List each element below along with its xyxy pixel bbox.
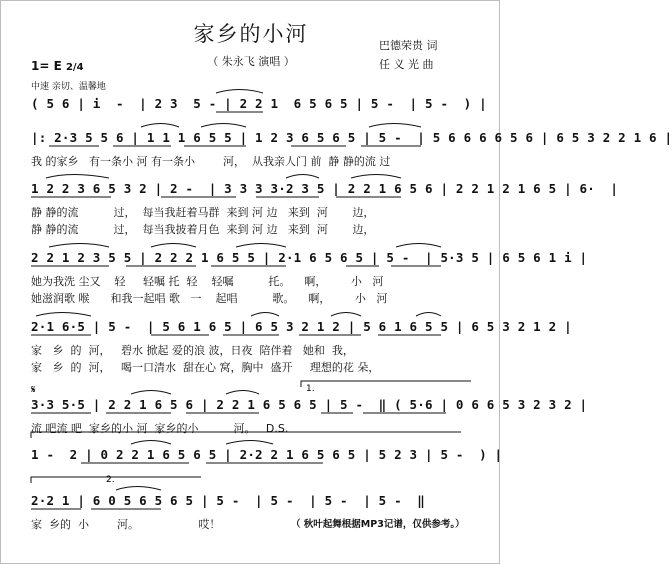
notation-line-8: 2·2 1 | 6 0 5 6 5 6 5 | 5 - | 5 - | 5 - | 5 - ‖ [31, 493, 426, 508]
notation-line-7: 1 - 2 | 0 2 2 1 6 5 6 5 | 2·2 2 1 6 5 6 5 | 5 2 3 | 5 - ) | [31, 447, 503, 462]
lyric-line-6: 流 吧流 吧 家乡的小 河 家乡的小 河。 D.S. [31, 422, 289, 435]
lyric-line-4a: 她为我洗 尘又 轻 轻嘱 托 轻 轻嘱 托。 啊， 小 河 [31, 275, 384, 288]
lyric-line-5a: 家 乡 的 河， 碧水 掀起 爱的浪 波，日夜 陪伴着 她和 我， [31, 344, 354, 357]
lyric-line-2: 我 的家乡 有一条小 河 有一条小 河， 从我亲人门 前 静 静的流 过 [31, 155, 391, 168]
lyric-line-5b: 家 乡 的 河， 喝一口清水 甜在心 窝，胸中 盛开 理想的花 朵， [31, 361, 380, 374]
time-signature: 2/4 [65, 62, 84, 73]
tempo-marking: 中速 亲切、温馨地 [31, 82, 106, 92]
notation-line-6: 3·3 5·5 | 2 2 1 6 5 6 | 2 2 1 6 5 6 5 | 5 - ‖ ( 5·6 | 0 6 6 5 3 2 3 2 | [31, 397, 588, 412]
notation-line-2: |: 2·3 5 5 6 | 1 1 1 6 5 5 | 1 2 3 6 5 6 5 | 5 - | 5 6 6 6 6 5 6 | 6 5 3 2 2 1 6 | [31, 130, 672, 145]
lyric-line-3a: 静 静的流 过， 每当我赶着马群 来到 河 边 来到 河 边， [31, 206, 375, 219]
notation-decorations [1, 1, 501, 565]
key-label: 1= E [31, 59, 62, 73]
notation-line-5: 2·1 6·5 | 5 - | 5 6 1 6 5 | 6 5 3 2 1 2 | 5 6 1 6 5 5 | 6 5 3 2 1 2 | [31, 319, 572, 334]
lyricist-credit: 巴德荣贵 词 [379, 39, 438, 52]
composer-credit: 任 义 光 曲 [379, 58, 434, 71]
performer-line: （ 朱永飞 演唱 ） [207, 55, 295, 68]
song-title: 家乡的小河 [193, 22, 309, 46]
lyric-line-3b: 静 静的流 过， 每当我披着月色 来到 河 边 来到 河 边， [31, 223, 375, 236]
footnote: （ 秋叶起舞根据MP3记谱，仅供参考。） [291, 519, 465, 530]
volta-label-2: 2. [106, 475, 115, 485]
notation-line-1: ( 5 6 | i - | 2 3 5 - | 2 2 1 6 5 6 5 | 5 - | 5 - ) | [31, 96, 487, 111]
notation-line-4: 2 2 1 2 3 5 5 | 2 2 2 1 6 5 5 | 2·1 6 5 6 5 | 5 - | 5·3 5 | 6 5 6 1 i | [31, 250, 588, 265]
lyric-line-8: 家 乡的 小 河。 哎！ [31, 518, 221, 531]
segno-icon: 𝄋 [31, 383, 36, 396]
lyric-line-4b: 她滋润歌 喉 和我一起唱 歌 一 起唱 歌。 啊， 小 河 [31, 292, 388, 305]
notation-line-3: 1 2 2 3 6 5 3 2 | 2 - | 3 3 3 3·2 3 5 | 2 2 1 6 5 6 | 2 2 1 2 1 6 5 | 6· | [31, 181, 619, 196]
volta-label-1: 1. [306, 384, 315, 394]
